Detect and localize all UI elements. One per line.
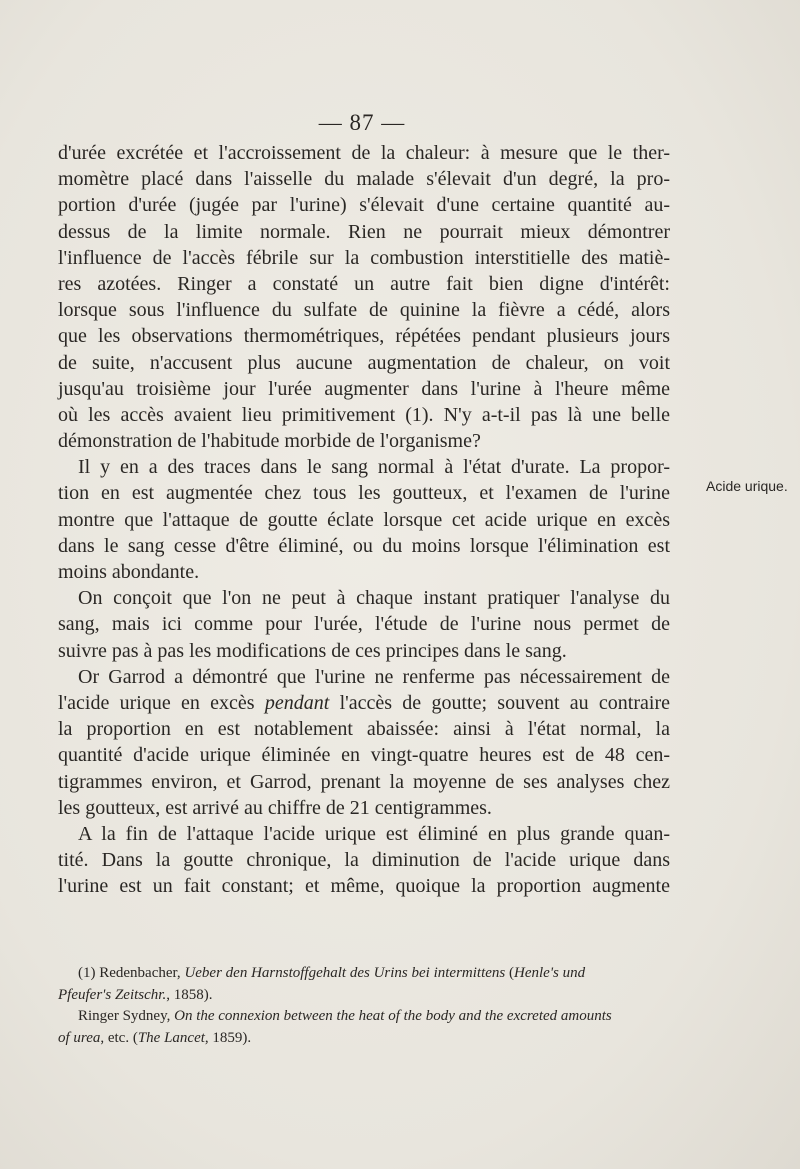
- footnote-2-line-2: [58, 1028, 670, 1050]
- text-line: montre que l'attaque de goutte éclate lorsque cet acide urique en excès: [58, 508, 670, 531]
- text-line: res azotées. Ringer a constaté un autre fait bien digne d'intérêt:: [58, 272, 670, 295]
- footnote-journal: Henle's und: [514, 965, 586, 981]
- text-line: portion d'urée (jugée par l'urine) s'élevait d'une certaine quantité au-: [58, 194, 670, 217]
- footnote-title: On the connexion between the heat of the body and the excreted amounts: [174, 1008, 612, 1024]
- text-segment: l'acide urique en excès: [58, 691, 265, 714]
- text-line: lorsque sous l'influence du sulfate de quinine la fièvre a cédé, alors: [58, 299, 670, 322]
- paragraph-3: [58, 585, 670, 664]
- text-line: démonstration de l'habitude morbide de l'organisme?: [58, 430, 481, 453]
- footnote-text: , etc. (: [100, 1029, 138, 1046]
- text-line: Il y en a des traces dans le sang normal à l'état d'urate. La propor-: [78, 456, 670, 479]
- footnotes: [58, 963, 670, 1049]
- text-line: moins abondante.: [58, 561, 200, 583]
- paragraph-5: [58, 821, 670, 900]
- text-line: la proportion en est notablement abaissée: ainsi à l'état normal, la: [58, 718, 670, 741]
- footnote-text: Ringer Sydney,: [78, 1008, 175, 1024]
- footnote-journal: The Lancet: [137, 1029, 205, 1046]
- text-line: momètre placé dans l'aisselle du malade s'élevait d'un degré, la pro-: [58, 168, 670, 191]
- text-line: que les observations thermométriques, répétées pendant plusieurs jours: [58, 325, 670, 348]
- footnote-2-line-1: [58, 1006, 670, 1028]
- paragraph-2: [58, 454, 670, 585]
- text-line: dessus de la limite normale. Rien ne pourrait mieux démontrer: [58, 220, 670, 243]
- footnote-1-line-2: [58, 985, 670, 1007]
- text-line: tigrammes environ, et Garrod, prenant la moyenne de ses analyses chez: [58, 770, 670, 793]
- footnote-text: , 1858).: [166, 986, 213, 1003]
- text-line: tité. Dans la goutte chronique, la diminution de l'acide urique dans: [58, 849, 670, 872]
- text-line: l'urine est un fait constant; et même, quoique la proportion augmente: [58, 875, 670, 898]
- text-segment: l'accès de goutte; souvent au contraire: [329, 691, 670, 714]
- text-line: A la fin de l'attaque l'acide urique est éliminé en plus grande quan-: [78, 822, 670, 845]
- italic-word: pendant: [264, 691, 330, 714]
- text-line: sang, mais ici comme pour l'urée, l'étude de l'urine nous permet de: [58, 613, 670, 636]
- footnote-text: (: [505, 965, 514, 981]
- text-line: l'influence de l'accès fébrile sur la combustion interstitielle des matiè-: [58, 246, 670, 269]
- footnote-title: of urea: [58, 1029, 101, 1046]
- footnote-journal: Pfeufer's Zeitschr.: [58, 986, 167, 1003]
- text-line: de suite, n'accusent plus aucune augmentation de chaleur, on voit: [58, 351, 670, 374]
- text-line: où les accès avaient lieu primitivement (1). N'y a-t-il pas là une belle: [58, 403, 670, 426]
- footnote-text: , 1859).: [204, 1029, 252, 1046]
- text-line: [58, 690, 670, 716]
- paragraph-4: [58, 664, 670, 821]
- body-text: [58, 140, 670, 899]
- footnote-1-line-1: [58, 963, 670, 985]
- footnote-title: Ueber den Harnstoffgehalt des Urins bei intermittens: [184, 965, 506, 981]
- text-line: Or Garrod a démontré que l'urine ne renferme pas nécessairement de: [78, 665, 670, 688]
- text-line: tion en est augmentée chez tous les goutteux, et l'examen de l'urine: [58, 482, 670, 505]
- text-line: suivre pas à pas les modifications de ces principes dans le sang.: [58, 639, 567, 662]
- text-line: d'urée excrétée et l'accroissement de la chaleur: à mesure que le ther-: [58, 142, 670, 164]
- text-line: dans le sang cesse d'être éliminé, ou du moins lorsque l'élimination est: [58, 534, 670, 557]
- text-line: quantité d'acide urique éliminée en vingt-quatre heures est de 48 cen-: [58, 744, 670, 767]
- text-line: jusqu'au troisième jour l'urée augmenter dans l'urine à l'heure même: [58, 377, 670, 400]
- page-number: — 87 —: [318, 110, 406, 135]
- margin-note: Acide urique.: [706, 478, 788, 494]
- text-line: les goutteux, est arrivé au chiffre de 21 centigrammes.: [58, 796, 492, 819]
- footnote-text: (1) Redenbacher,: [78, 965, 185, 981]
- paragraph-1: [58, 140, 670, 454]
- text-line: On conçoit que l'on ne peut à chaque instant pratiquer l'analyse du: [78, 587, 670, 610]
